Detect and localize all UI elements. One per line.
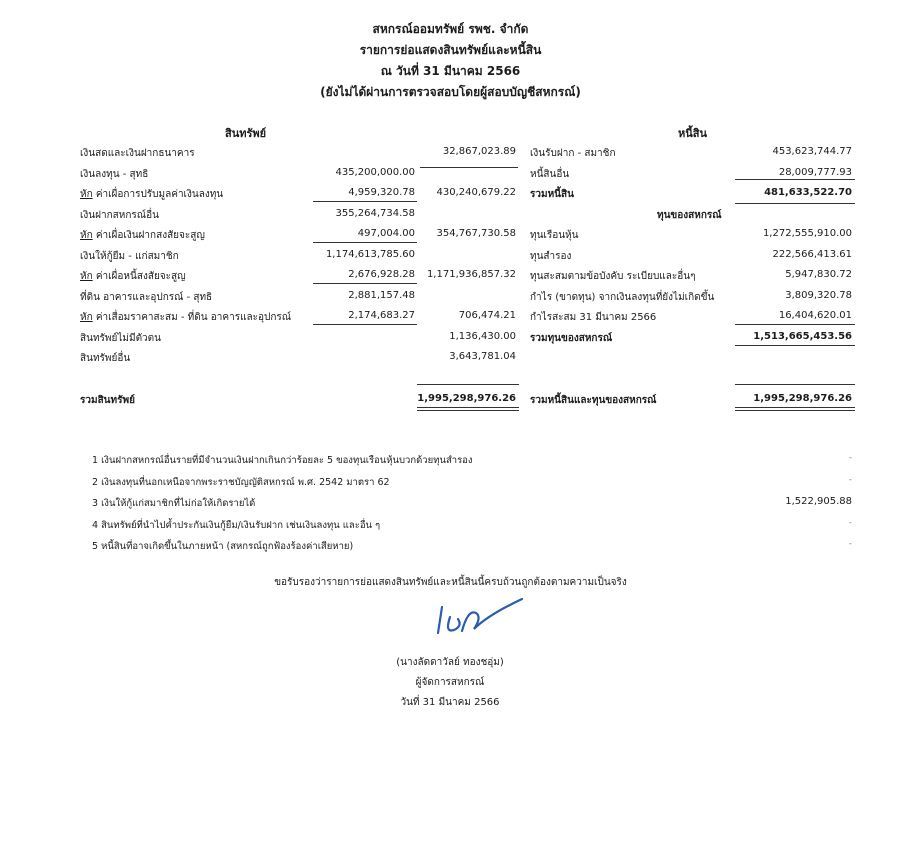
asset-label-text: ค่าเผื่อเงินฝากสงสัยจะสูญ bbox=[92, 230, 205, 241]
note-value: - bbox=[848, 517, 852, 528]
asset-row-label bbox=[80, 290, 212, 305]
equity-total-label: รวมทุนของสหกรณ์ bbox=[530, 333, 613, 344]
equity-row-label: ทุนสำรอง bbox=[530, 250, 572, 262]
statement-title: รายการย่อแสดงสินทรัพย์และหนี้สิน bbox=[359, 43, 542, 57]
note-item: 2 เงินลงทุนที่นอกเหนือจากพระราชบัญญัติสหกรณ์ พ.ศ. 2542 มาตรา 62 bbox=[92, 476, 390, 488]
equity-row-value: 3,809,320.78 bbox=[785, 289, 852, 301]
equity-row-label: ทุนเรือนหุ้น bbox=[530, 230, 579, 241]
equity-total-value: 1,513,665,453.56 bbox=[753, 331, 852, 342]
rule bbox=[735, 324, 855, 325]
signatory-name: (นางลัดดาวัลย์ ทองชอุ่ม) bbox=[396, 657, 504, 668]
asset-row-label bbox=[80, 310, 291, 325]
note-item: 5 หนี้สินที่อาจเกิดขึ้นในภายหน้า (สหกรณ์ถูกฟ้องร้องค่าเสียหาย) bbox=[92, 541, 354, 552]
asset-row-label bbox=[80, 208, 159, 223]
rule bbox=[417, 384, 519, 385]
equity-row-value: 1,272,555,910.00 bbox=[762, 228, 852, 239]
liabilities-total-label: รวมหนี้สิน bbox=[530, 189, 574, 200]
asset-row-total: 3,643,781.04 bbox=[449, 351, 516, 362]
rule bbox=[417, 410, 519, 411]
asset-row-total: 706,474.21 bbox=[458, 310, 516, 321]
org-name: สหกรณ์ออมทรัพย์ รพช. จำกัด bbox=[372, 22, 529, 36]
rule bbox=[735, 407, 855, 408]
certification-text: ขอรับรองว่ารายการย่อแสดงสินทรัพย์และหนี้สินนี้ครบถ้วนถูกต้องตามความเป็นจริง bbox=[274, 577, 627, 588]
asset-label-text: เงินฝากสหกรณ์อื่น bbox=[80, 209, 159, 221]
asset-row-total: 32,867,023.89 bbox=[442, 146, 516, 157]
asset-row-total: 354,767,730.58 bbox=[436, 228, 516, 239]
assets-heading: สินทรัพย์ bbox=[225, 127, 267, 140]
asset-label-text: ค่าเผื่อหนี้สงสัยจะสูญ bbox=[92, 271, 186, 282]
equity-row-value: 222,566,413.61 bbox=[772, 248, 852, 260]
grand-total-value: 1,995,298,976.26 bbox=[753, 393, 852, 404]
less-prefix: หัก bbox=[80, 271, 93, 282]
asset-row-label bbox=[80, 167, 148, 182]
liability-row-value: 28,009,777.93 bbox=[778, 166, 852, 178]
signatory-title: ผู้จัดการสหกรณ์ bbox=[415, 677, 485, 688]
asset-label-text: ค่าเสื่อมราคาสะสม - ที่ดิน อาคารและอุปกรณ์ bbox=[92, 312, 292, 323]
liability-row-value: 453,623,744.77 bbox=[772, 146, 852, 157]
asset-row-label bbox=[80, 331, 161, 346]
rule bbox=[313, 324, 417, 325]
equity-heading: ทุนของสหกรณ์ bbox=[657, 210, 722, 221]
rule bbox=[735, 410, 855, 411]
rule bbox=[420, 167, 518, 168]
asset-row-subvalue: 1,174,613,785.60 bbox=[325, 248, 415, 260]
asset-row-subvalue: 2,881,157.48 bbox=[348, 289, 415, 301]
less-prefix: หัก bbox=[80, 189, 93, 200]
audit-note: (ยังไม่ได้ผ่านการตรวจสอบโดยผู้สอบบัญชีสหกรณ์) bbox=[320, 85, 581, 99]
asset-label-text: ที่ดิน อาคารและอุปกรณ์ - สุทธิ bbox=[80, 291, 213, 303]
less-prefix: หัก bbox=[80, 312, 93, 323]
rule bbox=[735, 384, 855, 385]
equity-row-label: กำไร (ขาดทุน) จากเงินลงทุนที่ยังไม่เกิดขึ้น bbox=[530, 291, 715, 303]
asset-row-label bbox=[80, 146, 195, 161]
note-item: 3 เงินให้กู้แก่สมาชิกที่ไม่ก่อให้เกิดรายได้ bbox=[92, 498, 256, 509]
equity-row-label: กำไรสะสม 31 มีนาคม 2566 bbox=[530, 312, 657, 323]
liability-row-label: เงินรับฝาก - สมาชิก bbox=[530, 148, 616, 159]
note-value: - bbox=[848, 474, 852, 485]
rule bbox=[313, 242, 417, 243]
asset-row-label bbox=[80, 249, 179, 264]
asset-row-total: 430,240,679.22 bbox=[436, 187, 516, 198]
equity-row-label: ทุนสะสมตามข้อบังคับ ระเบียบและอื่นๆ bbox=[530, 271, 696, 282]
liabilities-total-value: 481,633,522.70 bbox=[764, 187, 852, 198]
asset-row-subvalue: 497,004.00 bbox=[357, 228, 415, 239]
grand-total-label: รวมหนี้สินและทุนของสหกรณ์ bbox=[530, 395, 657, 406]
asset-row-label bbox=[80, 187, 223, 202]
asset-label-text: เงินสดและเงินฝากธนาคาร bbox=[80, 148, 195, 159]
asset-label-text: เงินให้กู้ยืม - แก่สมาชิก bbox=[80, 250, 179, 262]
rule bbox=[735, 345, 855, 346]
assets-total-label: รวมสินทรัพย์ bbox=[80, 395, 135, 406]
equity-row-value: 16,404,620.01 bbox=[778, 310, 852, 321]
rule bbox=[735, 203, 855, 204]
liability-row-label: หนี้สินอื่น bbox=[530, 168, 570, 180]
note-item: 4 สินทรัพย์ที่นำไปค้ำประกันเงินกู้ยืม/เงินรับฝาก เช่นเงินลงทุน และอื่น ๆ bbox=[92, 519, 381, 531]
asset-row-label bbox=[80, 228, 205, 243]
asset-label-text: เงินลงทุน - สุทธิ bbox=[80, 168, 149, 180]
less-prefix: หัก bbox=[80, 230, 93, 241]
asset-row-subvalue: 2,174,683.27 bbox=[348, 310, 415, 321]
rule bbox=[313, 201, 417, 202]
asset-label-text: สินทรัพย์ไม่มีตัวตน bbox=[80, 332, 162, 344]
asset-label-text: ค่าเผื่อการปรับมูลค่าเงินลงทุน bbox=[92, 189, 224, 200]
statement-date: ณ วันที่ 31 มีนาคม 2566 bbox=[380, 64, 521, 78]
signature-icon bbox=[428, 595, 528, 640]
asset-row-subvalue: 4,959,320.78 bbox=[348, 187, 415, 198]
note-value: - bbox=[848, 453, 852, 463]
rule bbox=[735, 179, 855, 180]
asset-label-text: สินทรัพย์อื่น bbox=[80, 353, 131, 364]
asset-row-label bbox=[80, 269, 186, 284]
note-value: - bbox=[848, 539, 852, 549]
asset-row-total: 1,171,936,857.32 bbox=[426, 269, 516, 280]
asset-row-subvalue: 435,200,000.00 bbox=[335, 166, 415, 178]
asset-row-subvalue: 355,264,734.58 bbox=[335, 207, 415, 219]
equity-row-value: 5,947,830.72 bbox=[785, 269, 852, 280]
note-item: 1 เงินฝากสหกรณ์อื่นรายที่มีจำนวนเงินฝากเกินกว่าร้อยละ 5 ของทุนเรือนหุ้นบวกด้วยทุนสำรอง bbox=[92, 455, 473, 466]
signature-date: วันที่ 31 มีนาคม 2566 bbox=[400, 697, 500, 708]
rule bbox=[417, 407, 519, 408]
asset-row-total: 1,136,430.00 bbox=[449, 330, 516, 342]
liabilities-heading: หนี้สิน bbox=[678, 127, 708, 140]
assets-total-value: 1,995,298,976.26 bbox=[417, 393, 516, 404]
asset-row-label bbox=[80, 351, 130, 366]
note-value: 1,522,905.88 bbox=[785, 496, 852, 507]
asset-row-subvalue: 2,676,928.28 bbox=[348, 269, 415, 280]
rule bbox=[313, 283, 417, 284]
